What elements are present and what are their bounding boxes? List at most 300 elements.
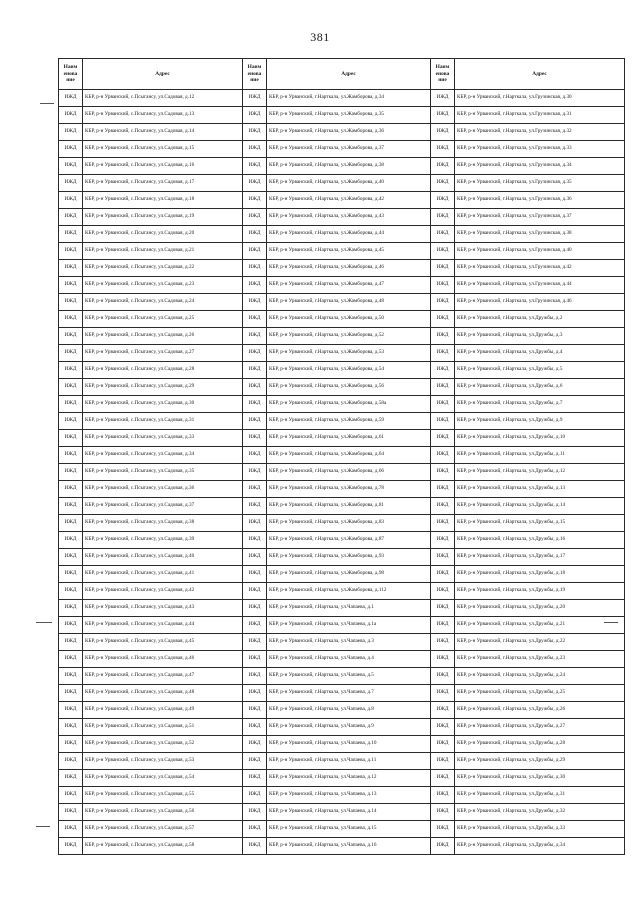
table-row [59,90,625,107]
building-type-cell: ИЖД [431,243,455,260]
building-type-cell: ИЖД [59,311,83,328]
building-type-cell: ИЖД [431,753,455,770]
address-cell: КБР, р-н Урванский, г.Нарткала, ул.Дружбы, д.3 [455,328,625,345]
address-cell: КБР, р-н Урванский, г.Нарткала, ул.Дружбы, д.2 [455,311,625,328]
address-cell: КБР, р-н Урванский, г.Нарткала, ул.Дружбы, д.17 [455,549,625,566]
building-type-cell: ИЖД [59,175,83,192]
building-type-cell: ИЖД [243,583,267,600]
building-type-cell: ИЖД [59,90,83,107]
building-type-cell: ИЖД [243,566,267,583]
building-type-cell: ИЖД [59,107,83,124]
address-cell: КБР, р-н Урванский, г.Нарткала, ул.Чапаева, д.16 [267,838,431,855]
address-cell: КБР, р-н Урванский, с.Псыгансу, ул.Садовая, д.21 [83,243,243,260]
building-type-cell: ИЖД [59,243,83,260]
address-cell: КБР, р-н Урванский, г.Нарткала, ул.Грузинская, д.31 [455,107,625,124]
table-body [59,90,625,855]
building-type-cell: ИЖД [243,804,267,821]
building-type-cell: ИЖД [243,736,267,753]
address-cell: КБР, р-н Урванский, с.Псыгансу, ул.Садовая, д.55 [83,787,243,804]
building-type-cell: ИЖД [431,345,455,362]
address-cell: КБР, р-н Урванский, с.Псыгансу, ул.Садовая, д.35 [83,464,243,481]
building-type-cell: ИЖД [59,719,83,736]
building-type-cell: ИЖД [59,379,83,396]
address-cell: КБР, р-н Урванский, г.Нарткала, ул.Грузинская, д.40 [455,243,625,260]
address-cell: КБР, р-н Урванский, г.Нарткала, ул.Чапаева, д.5 [267,668,431,685]
address-cell: КБР, р-н Урванский, г.Нарткала, ул.Жамборова, д.42 [267,192,431,209]
table-row [59,549,625,566]
building-type-cell: ИЖД [59,498,83,515]
building-type-cell: ИЖД [243,753,267,770]
building-type-cell: ИЖД [59,328,83,345]
table-row [59,396,625,413]
scan-mark-line [40,103,54,104]
building-type-cell: ИЖД [431,379,455,396]
address-cell: КБР, р-н Урванский, г.Нарткала, ул.Дружбы, д.26 [455,702,625,719]
scan-mark-line [604,622,618,623]
address-cell: КБР, р-н Урванский, г.Нарткала, ул.Жамборова, д.48 [267,294,431,311]
building-type-cell: ИЖД [243,634,267,651]
table-row [59,141,625,158]
building-type-cell: ИЖД [243,362,267,379]
building-type-cell: ИЖД [243,464,267,481]
building-type-cell: ИЖД [243,260,267,277]
address-cell: КБР, р-н Урванский, г.Нарткала, ул.Грузинская, д.35 [455,175,625,192]
building-type-cell: ИЖД [59,651,83,668]
address-cell: КБР, р-н Урванский, г.Нарткала, ул.Жамборова, д.83 [267,515,431,532]
building-type-cell: ИЖД [431,362,455,379]
address-cell: КБР, р-н Урванский, г.Нарткала, ул.Дружбы, д.23 [455,651,625,668]
building-type-cell: ИЖД [59,226,83,243]
address-cell: КБР, р-н Урванский, г.Нарткала, ул.Грузинская, д.37 [455,209,625,226]
address-cell: КБР, р-н Урванский, г.Нарткала, ул.Жамборова, д.35 [267,107,431,124]
building-type-cell: ИЖД [431,566,455,583]
building-type-cell: ИЖД [243,294,267,311]
building-type-cell: ИЖД [431,719,455,736]
building-type-cell: ИЖД [243,719,267,736]
address-cell: КБР, р-н Урванский, г.Нарткала, ул.Жамборова, д.64 [267,447,431,464]
address-cell: КБР, р-н Урванский, г.Нарткала, ул.Дружбы, д.5 [455,362,625,379]
building-type-cell: ИЖД [59,141,83,158]
building-type-cell: ИЖД [431,90,455,107]
address-cell: КБР, р-н Урванский, г.Нарткала, ул.Жамборова, д.87 [267,532,431,549]
building-type-cell: ИЖД [243,821,267,838]
building-type-cell: ИЖД [243,617,267,634]
building-type-cell: ИЖД [59,685,83,702]
address-cell: КБР, р-н Урванский, с.Псыгансу, ул.Садовая, д.57 [83,821,243,838]
building-type-cell: ИЖД [431,532,455,549]
building-type-cell: ИЖД [243,515,267,532]
address-cell: КБР, р-н Урванский, г.Нарткала, ул.Жамборова, д.43 [267,209,431,226]
table-row [59,226,625,243]
address-cell: КБР, р-н Урванский, с.Псыгансу, ул.Садовая, д.20 [83,226,243,243]
building-type-cell: ИЖД [431,634,455,651]
table-row [59,770,625,787]
address-cell: КБР, р-н Урванский, с.Псыгансу, ул.Садовая, д.24 [83,294,243,311]
address-cell: КБР, р-н Урванский, с.Псыгансу, ул.Садовая, д.44 [83,617,243,634]
address-cell: КБР, р-н Урванский, с.Псыгансу, ул.Садовая, д.54 [83,770,243,787]
address-cell: КБР, р-н Урванский, г.Нарткала, ул.Чапаева, д.15 [267,821,431,838]
address-cell: КБР, р-н Урванский, г.Нарткала, ул.Чапаева, д.1а [267,617,431,634]
address-cell: КБР, р-н Урванский, с.Псыгансу, ул.Садовая, д.33 [83,430,243,447]
building-type-cell: ИЖД [431,549,455,566]
address-cell: КБР, р-н Урванский, г.Нарткала, ул.Грузинская, д.38 [455,226,625,243]
table-row [59,209,625,226]
address-cell: КБР, р-н Урванский, г.Нарткала, ул.Чапаева, д.11 [267,753,431,770]
building-type-cell: ИЖД [59,668,83,685]
address-cell: КБР, р-н Урванский, г.Нарткала, ул.Чапаева, д.7 [267,685,431,702]
address-cell: КБР, р-н Урванский, с.Псыгансу, ул.Садовая, д.12 [83,90,243,107]
building-type-cell: ИЖД [59,753,83,770]
address-cell: КБР, р-н Урванский, г.Нарткала, ул.Жамборова, д.47 [267,277,431,294]
address-cell: КБР, р-н Урванский, с.Псыгансу, ул.Садовая, д.43 [83,600,243,617]
address-cell: КБР, р-н Урванский, г.Нарткала, ул.Дружбы, д.27 [455,719,625,736]
address-cell: КБР, р-н Урванский, г.Нарткала, ул.Дружбы, д.15 [455,515,625,532]
table-row [59,532,625,549]
building-type-cell: ИЖД [243,379,267,396]
building-type-cell: ИЖД [431,770,455,787]
building-type-cell: ИЖД [431,447,455,464]
building-type-cell: ИЖД [243,668,267,685]
address-cell: КБР, р-н Урванский, с.Псыгансу, ул.Садовая, д.19 [83,209,243,226]
address-cell: КБР, р-н Урванский, г.Нарткала, ул.Жамборова, д.93 [267,549,431,566]
table-row [59,753,625,770]
building-type-cell: ИЖД [243,685,267,702]
building-type-cell: ИЖД [59,413,83,430]
building-type-cell: ИЖД [431,838,455,855]
address-cell: КБР, р-н Урванский, г.Нарткала, ул.Дружбы, д.31 [455,787,625,804]
address-cell: КБР, р-н Урванский, г.Нарткала, ул.Дружбы, д.32 [455,804,625,821]
address-cell: КБР, р-н Урванский, г.Нарткала, ул.Грузинская, д.34 [455,158,625,175]
building-type-cell: ИЖД [243,277,267,294]
address-cell: КБР, р-н Урванский, с.Псыгансу, ул.Садовая, д.42 [83,583,243,600]
table-row [59,668,625,685]
building-type-cell: ИЖД [243,787,267,804]
address-cell: КБР, р-н Урванский, с.Псыгансу, ул.Садовая, д.49 [83,702,243,719]
address-cell: КБР, р-н Урванский, г.Нарткала, ул.Грузинская, д.42 [455,260,625,277]
address-cell: КБР, р-н Урванский, г.Нарткала, ул.Грузинская, д.32 [455,124,625,141]
building-type-cell: ИЖД [431,413,455,430]
address-cell: КБР, р-н Урванский, с.Псыгансу, ул.Садовая, д.37 [83,498,243,515]
address-cell: КБР, р-н Урванский, г.Нарткала, ул.Дружбы, д.21 [455,617,625,634]
building-type-cell: ИЖД [431,124,455,141]
address-cell: КБР, р-н Урванский, г.Нарткала, ул.Дружбы, д.10 [455,430,625,447]
building-type-cell: ИЖД [243,413,267,430]
address-cell: КБР, р-н Урванский, г.Нарткала, ул.Жамборова, д.37 [267,141,431,158]
address-cell: КБР, р-н Урванский, г.Нарткала, ул.Дружбы, д.33 [455,821,625,838]
address-cell: КБР, р-н Урванский, г.Нарткала, ул.Чапаева, д.8 [267,702,431,719]
address-cell: КБР, р-н Урванский, г.Нарткала, ул.Дружбы, д.7 [455,396,625,413]
building-type-cell: ИЖД [243,311,267,328]
address-cell: КБР, р-н Урванский, г.Нарткала, ул.Жамборова, д.34 [267,90,431,107]
building-type-cell: ИЖД [59,617,83,634]
building-type-cell: ИЖД [59,396,83,413]
table-row [59,481,625,498]
building-type-cell: ИЖД [431,209,455,226]
table-row [59,736,625,753]
address-cell: КБР, р-н Урванский, г.Нарткала, ул.Жамборова, д.59 [267,413,431,430]
building-type-cell: ИЖД [431,107,455,124]
address-cell: КБР, р-н Урванский, г.Нарткала, ул.Жамборова, д.38 [267,158,431,175]
building-type-cell: ИЖД [59,515,83,532]
address-cell: КБР, р-н Урванский, г.Нарткала, ул.Дружбы, д.19 [455,583,625,600]
address-cell: КБР, р-н Урванский, г.Нарткала, ул.Дружбы, д.11 [455,447,625,464]
address-cell: КБР, р-н Урванский, г.Нарткала, ул.Чапаева, д.3 [267,634,431,651]
address-cell: КБР, р-н Урванский, с.Псыгансу, ул.Садовая, д.40 [83,549,243,566]
building-type-cell: ИЖД [431,583,455,600]
column-header-type: Наим енова ние [431,59,455,90]
building-type-cell: ИЖД [243,107,267,124]
address-cell: КБР, р-н Урванский, с.Псыгансу, ул.Садовая, д.53 [83,753,243,770]
address-cell: КБР, р-н Урванский, г.Нарткала, ул.Дружбы, д.18 [455,566,625,583]
table-row [59,447,625,464]
building-type-cell: ИЖД [431,430,455,447]
building-type-cell: ИЖД [243,549,267,566]
building-type-cell: ИЖД [59,209,83,226]
building-type-cell: ИЖД [59,345,83,362]
building-type-cell: ИЖД [243,770,267,787]
building-type-cell: ИЖД [431,294,455,311]
table-row [59,345,625,362]
building-type-cell: ИЖД [243,498,267,515]
building-type-cell: ИЖД [59,583,83,600]
address-cell: КБР, р-н Урванский, г.Нарткала, ул.Жамборова, д.44 [267,226,431,243]
building-type-cell: ИЖД [431,821,455,838]
address-cell: КБР, р-н Урванский, г.Нарткала, ул.Жамборова, д.61 [267,430,431,447]
address-cell: КБР, р-н Урванский, г.Нарткала, ул.Дружбы, д.29 [455,753,625,770]
building-type-cell: ИЖД [243,158,267,175]
address-cell: КБР, р-н Урванский, г.Нарткала, ул.Грузинская, д.33 [455,141,625,158]
building-type-cell: ИЖД [431,498,455,515]
building-type-cell: ИЖД [59,634,83,651]
address-cell: КБР, р-н Урванский, с.Псыгансу, ул.Садовая, д.52 [83,736,243,753]
table-row [59,583,625,600]
building-type-cell: ИЖД [431,311,455,328]
table-row [59,243,625,260]
address-cell: КБР, р-н Урванский, с.Псыгансу, ул.Садовая, д.27 [83,345,243,362]
table-row [59,430,625,447]
address-cell: КБР, р-н Урванский, г.Нарткала, ул.Жамборова, д.50 [267,311,431,328]
building-type-cell: ИЖД [243,702,267,719]
address-cell: КБР, р-н Урванский, г.Нарткала, ул.Жамборова, д.53 [267,345,431,362]
building-type-cell: ИЖД [243,600,267,617]
building-type-cell: ИЖД [59,481,83,498]
building-type-cell: ИЖД [243,532,267,549]
building-type-cell: ИЖД [243,192,267,209]
building-type-cell: ИЖД [431,158,455,175]
address-cell: КБР, р-н Урванский, с.Псыгансу, ул.Садовая, д.29 [83,379,243,396]
building-type-cell: ИЖД [59,447,83,464]
address-cell: КБР, р-н Урванский, г.Нарткала, ул.Дружбы, д.25 [455,685,625,702]
address-cell: КБР, р-н Урванский, с.Псыгансу, ул.Садовая, д.15 [83,141,243,158]
address-cell: КБР, р-н Урванский, с.Псыгансу, ул.Садовая, д.26 [83,328,243,345]
building-type-cell: ИЖД [431,736,455,753]
building-type-cell: ИЖД [243,175,267,192]
table-row [59,787,625,804]
building-type-cell: ИЖД [59,362,83,379]
building-type-cell: ИЖД [431,226,455,243]
table-row [59,175,625,192]
building-type-cell: ИЖД [431,600,455,617]
table-row [59,685,625,702]
address-cell: КБР, р-н Урванский, г.Нарткала, ул.Жамборова, д.54 [267,362,431,379]
building-type-cell: ИЖД [431,396,455,413]
building-type-cell: ИЖД [59,549,83,566]
address-cell: КБР, р-н Урванский, г.Нарткала, ул.Дружбы, д.20 [455,600,625,617]
address-cell: КБР, р-н Урванский, с.Псыгансу, ул.Садовая, д.38 [83,515,243,532]
table-row [59,294,625,311]
building-type-cell: ИЖД [243,90,267,107]
table-row [59,277,625,294]
table-row [59,498,625,515]
column-header-address: Адрес [267,59,431,90]
building-type-cell: ИЖД [431,515,455,532]
scan-mark-line [36,826,50,827]
address-cell: КБР, р-н Урванский, г.Нарткала, ул.Жамборова, д.52 [267,328,431,345]
address-cell: КБР, р-н Урванский, с.Псыгансу, ул.Садовая, д.13 [83,107,243,124]
building-type-cell: ИЖД [59,736,83,753]
address-cell: КБР, р-н Урванский, г.Нарткала, ул.Жамборова, д.112 [267,583,431,600]
building-type-cell: ИЖД [59,702,83,719]
address-cell: КБР, р-н Урванский, г.Нарткала, ул.Дружбы, д.9 [455,413,625,430]
table-row [59,617,625,634]
building-type-cell: ИЖД [243,141,267,158]
building-type-cell: ИЖД [59,821,83,838]
address-cell: КБР, р-н Урванский, г.Нарткала, ул.Жамборова, д.45 [267,243,431,260]
address-cell: КБР, р-н Урванский, г.Нарткала, ул.Жамборова, д.46 [267,260,431,277]
address-cell: КБР, р-н Урванский, г.Нарткала, ул.Чапаева, д.12 [267,770,431,787]
address-cell: КБР, р-н Урванский, г.Нарткала, ул.Грузинская, д.44 [455,277,625,294]
table-row [59,634,625,651]
building-type-cell: ИЖД [59,770,83,787]
table-row [59,719,625,736]
address-cell: КБР, р-н Урванский, г.Нарткала, ул.Дружбы, д.13 [455,481,625,498]
table-row [59,821,625,838]
table-header-row [59,59,625,90]
address-cell: КБР, р-н Урванский, г.Нарткала, ул.Чапаева, д.1 [267,600,431,617]
building-type-cell: ИЖД [59,192,83,209]
building-type-cell: ИЖД [431,192,455,209]
address-cell: КБР, р-н Урванский, с.Псыгансу, ул.Садовая, д.28 [83,362,243,379]
building-type-cell: ИЖД [59,838,83,855]
address-cell: КБР, р-н Урванский, г.Нарткала, ул.Жамборова, д.78 [267,481,431,498]
table-row [59,413,625,430]
building-type-cell: ИЖД [431,464,455,481]
table-row [59,192,625,209]
building-type-cell: ИЖД [59,430,83,447]
address-cell: КБР, р-н Урванский, г.Нарткала, ул.Грузинская, д.46 [455,294,625,311]
table-row [59,158,625,175]
address-cell: КБР, р-н Урванский, г.Нарткала, ул.Дружбы, д.16 [455,532,625,549]
scan-mark-line [36,622,52,623]
address-cell: КБР, р-н Урванский, г.Нарткала, ул.Дружбы, д.28 [455,736,625,753]
building-type-cell: ИЖД [59,260,83,277]
address-cell: КБР, р-н Урванский, с.Псыгансу, ул.Садовая, д.51 [83,719,243,736]
address-cell: КБР, р-н Урванский, г.Нарткала, ул.Дружбы, д.6 [455,379,625,396]
address-cell: КБР, р-н Урванский, с.Псыгансу, ул.Садовая, д.25 [83,311,243,328]
column-header-type: Наим енова ние [59,59,83,90]
building-type-cell: ИЖД [59,277,83,294]
building-type-cell: ИЖД [243,345,267,362]
address-cell: КБР, р-н Урванский, с.Псыгансу, ул.Садовая, д.36 [83,481,243,498]
address-cell: КБР, р-н Урванский, г.Нарткала, ул.Чапаева, д.14 [267,804,431,821]
building-type-cell: ИЖД [243,243,267,260]
address-cell: КБР, р-н Урванский, с.Псыгансу, ул.Садовая, д.16 [83,158,243,175]
address-table [58,58,625,855]
building-type-cell: ИЖД [431,328,455,345]
address-cell: КБР, р-н Урванский, г.Нарткала, ул.Чапаева, д.9 [267,719,431,736]
building-type-cell: ИЖД [431,175,455,192]
address-cell: КБР, р-н Урванский, г.Нарткала, ул.Чапаева, д.4 [267,651,431,668]
table-row [59,379,625,396]
table-row [59,124,625,141]
building-type-cell: ИЖД [59,158,83,175]
address-cell: КБР, р-н Урванский, г.Нарткала, ул.Чапаева, д.10 [267,736,431,753]
building-type-cell: ИЖД [243,328,267,345]
address-cell: КБР, р-н Урванский, г.Нарткала, ул.Чапаева, д.13 [267,787,431,804]
address-cell: КБР, р-н Урванский, г.Нарткала, ул.Грузинская, д.36 [455,192,625,209]
address-cell: КБР, р-н Урванский, г.Нарткала, ул.Дружбы, д.30 [455,770,625,787]
address-cell: КБР, р-н Урванский, г.Нарткала, ул.Дружбы, д.24 [455,668,625,685]
address-cell: КБР, р-н Урванский, с.Псыгансу, ул.Садовая, д.17 [83,175,243,192]
address-cell: КБР, р-н Урванский, с.Псыгансу, ул.Садовая, д.23 [83,277,243,294]
building-type-cell: ИЖД [431,260,455,277]
building-type-cell: ИЖД [59,600,83,617]
table-row [59,600,625,617]
address-cell: КБР, р-н Урванский, г.Нарткала, ул.Жамборова, д.56 [267,379,431,396]
address-cell: КБР, р-н Урванский, г.Нарткала, ул.Жамборова, д.81 [267,498,431,515]
table-row [59,260,625,277]
building-type-cell: ИЖД [431,668,455,685]
building-type-cell: ИЖД [431,804,455,821]
building-type-cell: ИЖД [431,787,455,804]
building-type-cell: ИЖД [59,464,83,481]
address-cell: КБР, р-н Урванский, г.Нарткала, ул.Жамборова, д.36 [267,124,431,141]
table-row [59,566,625,583]
address-cell: КБР, р-н Урванский, г.Нарткала, ул.Жамборова, д.40 [267,175,431,192]
building-type-cell: ИЖД [243,651,267,668]
address-cell: КБР, р-н Урванский, г.Нарткала, ул.Дружбы, д.12 [455,464,625,481]
address-cell: КБР, р-н Урванский, с.Псыгансу, ул.Садовая, д.46 [83,651,243,668]
table-row [59,804,625,821]
page-number: 381 [310,30,330,44]
table-row [59,464,625,481]
building-type-cell: ИЖД [431,702,455,719]
building-type-cell: ИЖД [431,651,455,668]
building-type-cell: ИЖД [59,566,83,583]
building-type-cell: ИЖД [243,430,267,447]
building-type-cell: ИЖД [243,124,267,141]
column-header-address: Адрес [83,59,243,90]
table-row [59,107,625,124]
building-type-cell: ИЖД [59,804,83,821]
building-type-cell: ИЖД [431,141,455,158]
table-row [59,702,625,719]
address-cell: КБР, р-н Урванский, г.Нарткала, ул.Жамборова, д.66 [267,464,431,481]
building-type-cell: ИЖД [431,481,455,498]
address-cell: КБР, р-н Урванский, с.Псыгансу, ул.Садовая, д.31 [83,413,243,430]
address-cell: КБР, р-н Урванский, с.Псыгансу, ул.Садовая, д.58 [83,838,243,855]
building-type-cell: ИЖД [59,294,83,311]
building-type-cell: ИЖД [243,209,267,226]
address-cell: КБР, р-н Урванский, г.Нарткала, ул.Дружбы, д.22 [455,634,625,651]
building-type-cell: ИЖД [243,226,267,243]
address-cell: КБР, р-н Урванский, с.Псыгансу, ул.Садовая, д.48 [83,685,243,702]
address-cell: КБР, р-н Урванский, с.Псыгансу, ул.Садовая, д.14 [83,124,243,141]
table-row [59,515,625,532]
table-row [59,838,625,855]
building-type-cell: ИЖД [243,481,267,498]
address-cell: КБР, р-н Урванский, г.Нарткала, ул.Дружбы, д.4 [455,345,625,362]
